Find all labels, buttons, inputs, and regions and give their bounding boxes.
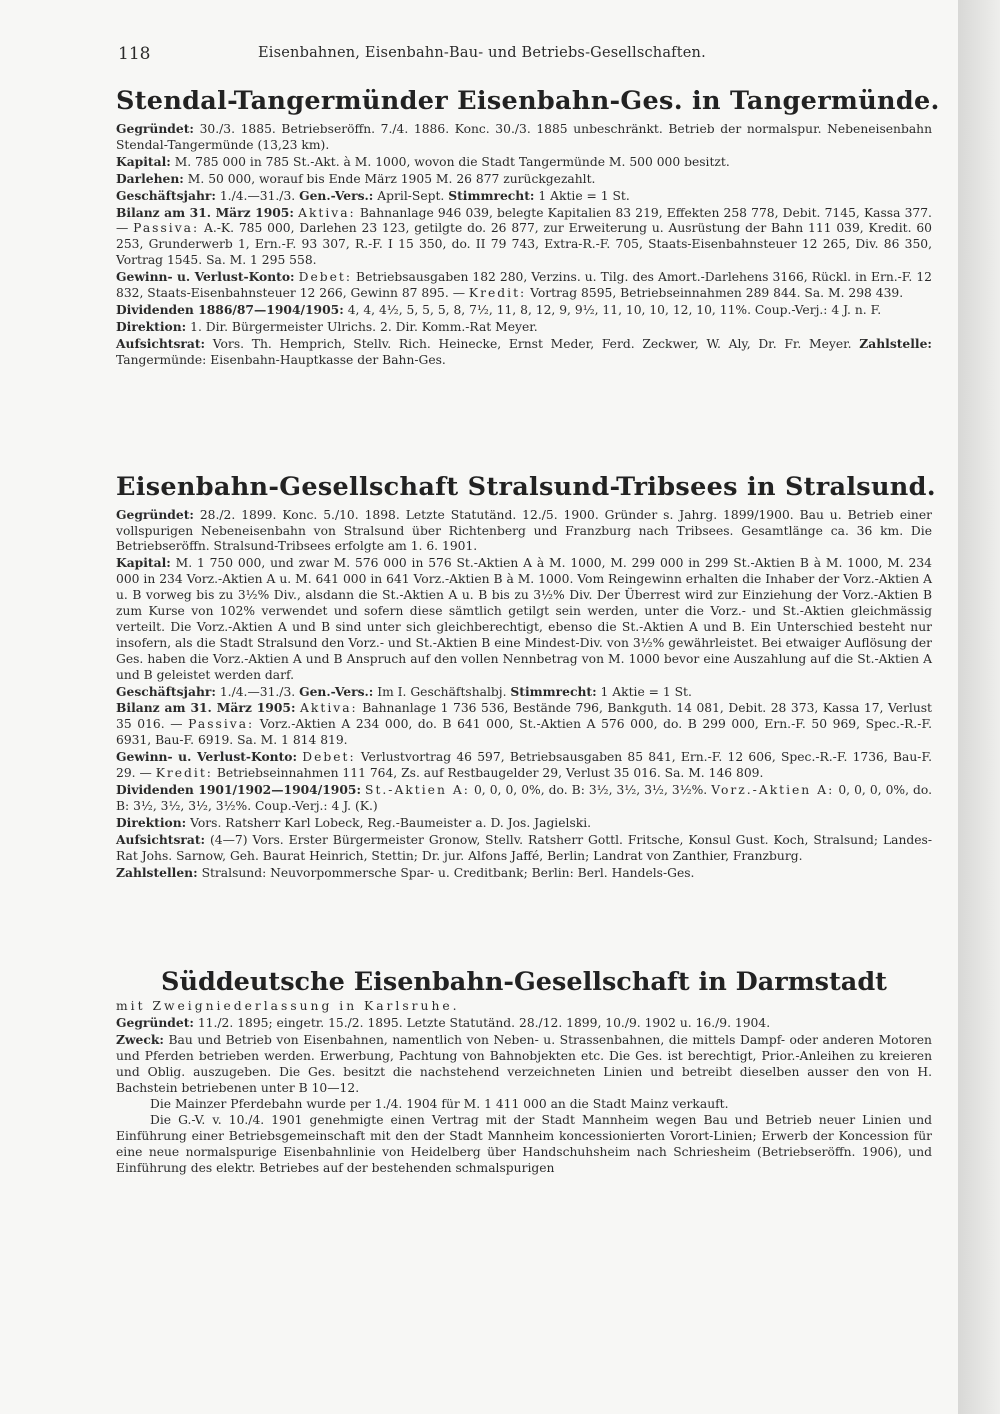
word-passiva: Passiva: bbox=[133, 221, 200, 236]
section-title-stendal: Stendal-Tangermünder Eisenbahn-Ges. in Tangermünde. bbox=[116, 86, 940, 116]
word-debet: Debet: bbox=[302, 750, 356, 765]
label-kapital: Kapital: bbox=[116, 153, 171, 169]
word-aktiva: Aktiva: bbox=[298, 205, 356, 220]
label-bilanz: Bilanz am 31. März 1905: bbox=[116, 204, 294, 220]
text-passiva: Vorz.-Aktien A 234 000, do. B 641 000, St.-Aktien A 576 000, do. B 299 000, Ern.-F. 50 969, Spec.-R.-F. 6931, Bau-F. 6919. Sa. M. 1 814 819. bbox=[116, 717, 932, 748]
text-div-st-aktien: 0, 0, 0, 0%, do. B: 3½, 3½, 3½, 3½%. bbox=[473, 783, 708, 797]
page-header bbox=[118, 44, 938, 64]
label-guv: Gewinn- u. Verlust-Konto: bbox=[116, 749, 298, 765]
text-genvers: Im I. Geschäftshalbj. bbox=[377, 684, 507, 699]
label-gegruendet: Gegründet: bbox=[116, 506, 194, 522]
entry-kapital bbox=[116, 154, 932, 171]
label-zweck: Zweck: bbox=[116, 1032, 164, 1048]
section-title-sueddeutsche: Süddeutsche Eisenbahn-Gesellschaft in Darmstadt bbox=[161, 967, 887, 998]
text-debet: Verlustvortrag 46 597, Betriebsausgaben 85 841, Ern.-F. 12 606, Spec.-R.-F. 1736, Bau-F. 29. — bbox=[116, 750, 932, 781]
paragraph-mainz: Die Mainzer Pferdebahn wurde per 1./4. 1904 für M. 1 411 000 an die Stadt Mainz verkauft. bbox=[150, 1096, 729, 1111]
entry-direktion bbox=[116, 815, 932, 832]
label-aufsichtsrat: Aufsichtsrat: bbox=[116, 335, 206, 351]
word-passiva: Passiva: bbox=[188, 717, 255, 732]
entry-dividenden bbox=[116, 302, 932, 319]
text-aufsichtsrat: (4—7) Vors. Erster Bürgermeister Gronow, Stellv. Ratsherr Gottl. Fritsche, Konsul Gust. Koch, Stralsund; Landes-Rat Johs. Sarnow, Geh. Baurat Heinrich, Stettin; Dr. jur. Alfons Jaffé, Berlin; Landrat von Zanthier, Franzburg. bbox=[116, 832, 932, 863]
label-gegruendet: Gegründet: bbox=[116, 1015, 194, 1031]
text-darlehen: M. 50 000, worauf bis Ende März 1905 M. 26 877 zurückgezahlt. bbox=[187, 171, 596, 186]
text-div-vorz-aktien: 0, 0, 0, 0%, do. B: 3½, 3½, 3½, 3½%. Coup.-Verj.: 4 J. (K.) bbox=[116, 783, 932, 813]
entry-aufsichtsrat bbox=[116, 336, 932, 369]
label-kapital: Kapital: bbox=[116, 555, 171, 571]
entry-zweck bbox=[116, 1032, 932, 1097]
text-direktion: Vors. Ratsherr Karl Lobeck, Reg.-Baumeister a. D. Jos. Jagielski. bbox=[190, 815, 592, 830]
text-genvers: April-Sept. bbox=[377, 188, 445, 203]
label-geschaeftsjahr: Geschäftsjahr: bbox=[116, 187, 216, 203]
text-gegruendet: 30./3. 1885. Betriebseröffn. 7./4. 1886. Konc. 30./3. 1885 unbeschränkt. Betrieb der normalspur. Nebeneisenbahn Stendal-Tangermünde (13,23 km). bbox=[116, 122, 932, 152]
section-subtitle: mit Zweigniederlassung in Karlsruhe. bbox=[116, 999, 460, 1014]
text-kapital: M. 785 000 in 785 St.-Akt. à M. 1000, wovon die Stadt Tangermünde M. 500 000 besitzt. bbox=[174, 154, 730, 169]
text-gegruendet: 11./2. 1895; eingetr. 15./2. 1895. Letzte Statutänd. 28./12. 1899, 10./9. 1902 u. 16./9. 1904. bbox=[197, 1016, 771, 1031]
word-vorz-aktien-a: Vorz.-Aktien A: bbox=[711, 783, 835, 797]
label-direktion: Direktion: bbox=[116, 814, 187, 830]
label-aufsichtsrat: Aufsichtsrat: bbox=[116, 831, 206, 847]
entry-guv bbox=[116, 749, 932, 782]
text-gegruendet: 28./2. 1899. Konc. 5./10. 1898. Letzte Statutänd. 12./5. 1900. Gründer s. Jahrg. 1899/1900. Bau u. Betrieb einer vollspurigen Nebeneisenbahn von Stralsund über Richtenberg und Franzburg nach Tribsees. Gesamtlänge ca. 36 km. Die Betriebseröffn. Stralsund-Tribsees erfolgte am 1. 6. 1901. bbox=[116, 507, 932, 554]
text-direktion: 1. Dir. Bürgermeister Ulrichs. 2. Dir. Komm.-Rat Meyer. bbox=[190, 319, 538, 334]
text-dividenden: 4, 4, 4½, 5, 5, 5, 8, 7½, 11, 8, 12, 9, 9½, 11, 10, 10, 12, 10, 11%. Coup.-Verj.: 4 J. n. F. bbox=[347, 302, 882, 317]
entry-gegruendet bbox=[116, 121, 932, 154]
entry-bilanz bbox=[116, 205, 932, 270]
text-zweck: Bau und Betrieb von Eisenbahnen, namentlich von Neben- u. Strassenbahnen, die mittels Dampf- oder anderen Motoren und Pferden betrieben werden. Erwerbung, Pachtung von Bahnobjekten etc. Die Ges. ist berechtigt, Prior.-Anleihen zu kreieren und Oblig. auszugeben. Die Ges. besitzt die nachstehend verzeichneten Linien und betreibt dieselben ausser den von H. Bachstein betriebenen unter B 10—12. bbox=[116, 1033, 932, 1095]
word-kredit: Kredit: bbox=[155, 766, 213, 781]
entry-bilanz bbox=[116, 700, 932, 749]
entry-kapital bbox=[116, 555, 932, 683]
page-content bbox=[116, 84, 940, 1176]
entry-geschaeftsjahr bbox=[116, 188, 932, 205]
text-kredit: Betriebseinnahmen 111 764, Zs. auf Restbaugelder 29, Verlust 35 016. Sa. M. 146 809. bbox=[216, 766, 764, 781]
label-stimmrecht: Stimmrecht: bbox=[510, 683, 597, 699]
label-direktion: Direktion: bbox=[116, 318, 187, 334]
text-debet: Betriebsausgaben 182 280, Verzins. u. Tilg. des Amort.-Darlehens 3166, Rückl. in Ern.-F. 12 832, Staats-Eisenbahnsteuer 12 266, Gewinn 87 895. — bbox=[116, 270, 933, 301]
word-aktiva: Aktiva: bbox=[300, 701, 358, 716]
entry-gegruendet bbox=[116, 507, 932, 556]
entry-dividenden bbox=[116, 782, 932, 815]
running-title: Eisenbahnen, Eisenbahn-Bau- und Betriebs-Gesellschaften. bbox=[258, 45, 706, 61]
entry-direktion bbox=[116, 319, 932, 336]
text-zahlstelle: Tangermünde: Eisenbahn-Hauptkasse der Bahn-Ges. bbox=[116, 352, 446, 367]
label-dividenden: Dividenden 1901/1902—1904/1905: bbox=[116, 782, 361, 797]
text-aktiva: Bahnanlage 1 736 536, Bestände 796, Bankguth. 14 081, Debit. 28 373, Kassa 17, Verlust 35 016. — bbox=[116, 701, 932, 732]
label-darlehen: Darlehen: bbox=[116, 170, 184, 186]
entry-aufsichtsrat bbox=[116, 832, 932, 865]
page-number: 118 bbox=[118, 44, 151, 64]
text-stimmrecht: 1 Aktie = 1 St. bbox=[538, 188, 630, 203]
page-edge bbox=[958, 0, 1000, 1414]
word-debet: Debet: bbox=[298, 270, 352, 285]
label-geschaeftsjahr: Geschäftsjahr: bbox=[116, 683, 216, 699]
entry-gegruendet bbox=[116, 1015, 932, 1032]
entry-geschaeftsjahr bbox=[116, 684, 932, 701]
entry-zahlstellen bbox=[116, 865, 932, 882]
entry-guv bbox=[116, 269, 932, 302]
label-gegruendet: Gegründet: bbox=[116, 121, 194, 136]
paragraph-gen-vers: Die G.-V. v. 10./4. 1901 genehmigte einen Vertrag mit der Stadt Mannheim wegen Bau und Betrieb neuer Linien und Einführung einer Betriebsgemeinschaft mit den der Stadt Mannheim koncessionierten Vorort-Linien; Erwerb der Koncession für eine neue normalspurige Eisenbahnlinie von Heidelberg über Handschuhsheim nach Schriesheim (Betriebseröffn. 1906), und Einführung des elektr. Betriebes auf der bestehenden schmalspurigen bbox=[116, 1112, 932, 1175]
label-genvers: Gen.-Vers.: bbox=[299, 683, 374, 699]
text-stimmrecht: 1 Aktie = 1 St. bbox=[600, 684, 692, 699]
label-dividenden: Dividenden 1886/87—1904/1905: bbox=[116, 301, 344, 317]
text-zahlstellen: Stralsund: Neuvorpommersche Spar- u. Creditbank; Berlin: Berl. Handels-Ges. bbox=[201, 865, 695, 880]
label-stimmrecht: Stimmrecht: bbox=[448, 187, 535, 203]
section-title-stralsund: Eisenbahn-Gesellschaft Stralsund-Tribsees in Stralsund. bbox=[116, 471, 936, 502]
text-geschaeftsjahr: 1./4.—31./3. bbox=[219, 684, 296, 699]
text-geschaeftsjahr: 1./4.—31./3. bbox=[219, 188, 296, 203]
text-passiva: A.-K. 785 000, Darlehen 23 123, getilgte do. 26 877, zur Erweiterung u. Ausrüstung der Bahn 111 039, Kredit. 60 253, Grunderwerb 1, Ern.-F. 93 307, R.-F. I 15 350, do. II 79 743, Extra-R.-F. 705, Staats-Eisenbahnsteuer 12 265, Div. 86 350, Vortrag 1545. Sa. M. 1 295 558. bbox=[116, 221, 932, 268]
label-guv: Gewinn- u. Verlust-Konto: bbox=[116, 269, 295, 285]
entry-darlehen bbox=[116, 171, 932, 188]
label-bilanz: Bilanz am 31. März 1905: bbox=[116, 700, 296, 716]
text-kapital: M. 1 750 000, und zwar M. 576 000 in 576 St.-Aktien A à M. 1000, M. 299 000 in 299 St.-Aktien B à M. 1000, M. 234 000 in 234 Vorz.-Aktien A u. M. 641 000 in 641 Vorz.-Aktien B à M. 1000. Vom Reingewinn erhalten die Inhaber der Vorz.-Aktien A u. B vorweg bis zu 3½% Div., alsdann die St.-Aktien A u. B bis zu 3½% Div. Der Überrest wird zur Einziehung der Vorz.-Aktien B zum Kurse von 102% verwendet und sofern diese sämtlich getilgt sein werden, unter die Vorz.- und St.-Aktien gleichmässig verteilt. Die Vorz.-Aktien A und B sind unter sich gleichberechtigt, ebenso die St.-Aktien A und B. Ein Unterschied besteht nur insofern, als die Stadt Stralsund den Vorz.- und St.-Aktien B eine Mindest-Div. von 3½% gewährleistet. Bei etwaiger Auflösung der Ges. haben die Vorz.-Aktien A und B Anspruch auf den vollen Nennbetrag von M. 1000 bevor eine Auszahlung auf die St.-Aktien A und B geleistet werden darf. bbox=[116, 556, 932, 682]
word-st-aktien-a: St.-Aktien A: bbox=[365, 783, 470, 797]
label-genvers: Gen.-Vers.: bbox=[299, 187, 374, 203]
text-aktiva: Bahnanlage 946 039, belegte Kapitalien 83 219, Effekten 258 778, Debit. 7145, Kassa 377. — bbox=[116, 205, 932, 236]
label-zahlstellen: Zahlstellen: bbox=[116, 864, 198, 880]
text-kredit: Vortrag 8595, Betriebseinnahmen 289 844. Sa. M. 298 439. bbox=[530, 286, 904, 301]
text-aufsichtsrat: Vors. Th. Hemprich, Stellv. Rich. Heinecke, Ernst Meder, Ferd. Zeckwer, W. Aly, Dr. Fr. Meyer. bbox=[212, 336, 852, 351]
word-kredit: Kredit: bbox=[468, 286, 527, 301]
label-zahlstelle: Zahlstelle: bbox=[859, 335, 932, 351]
